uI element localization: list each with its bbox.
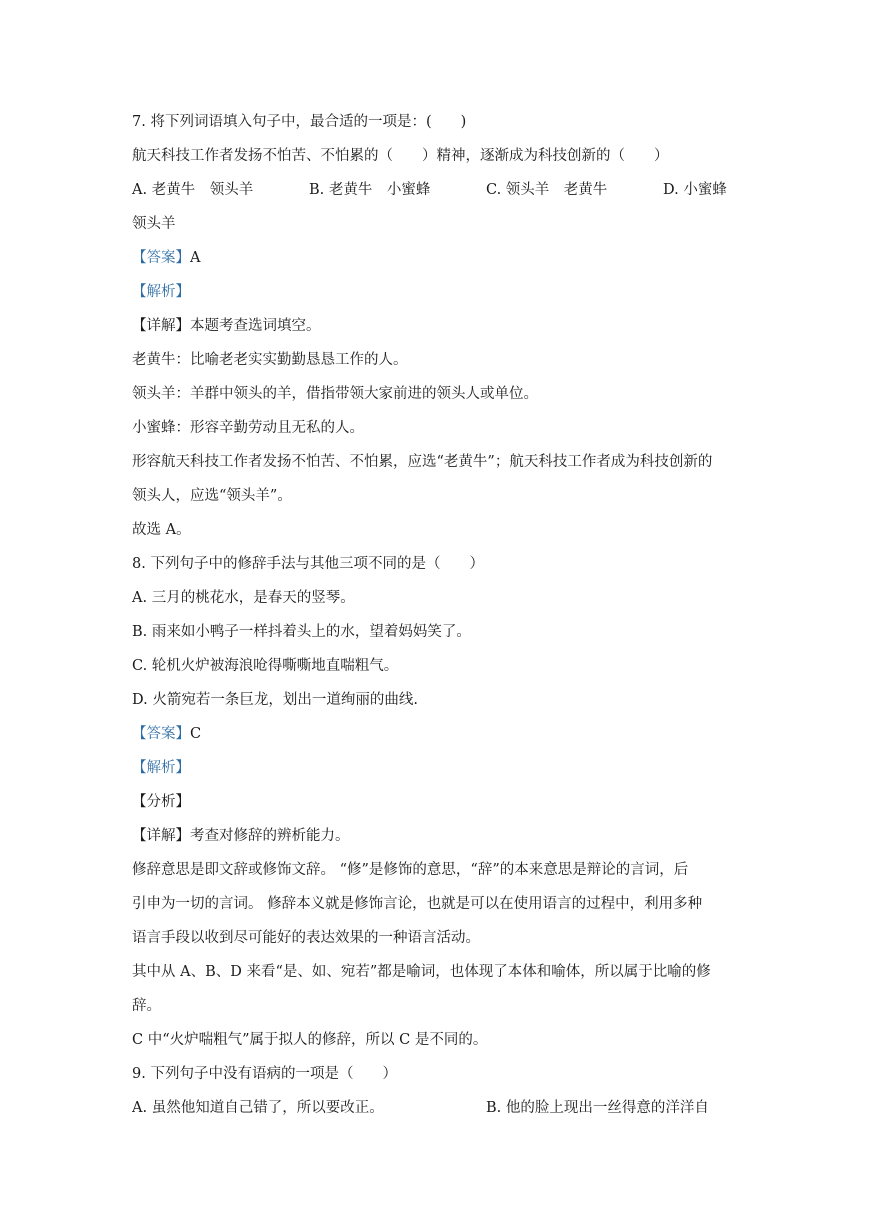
q7-sentence: 航天科技工作者发扬不怕苦、不怕累的（ ）精神，逐渐成为科技创新的（ ） [132, 148, 669, 164]
q8-explain-line: 引申为一切的言词。 修辞本义就是修饰言论，也就是可以在使用语言的过程中，利用多种 [132, 896, 703, 912]
q9-option-a: A. 虽然他知道自己错了，所以要改正。 [132, 1100, 384, 1116]
detail-text: 本题考查选词填空。 [190, 318, 321, 334]
q8-analysis-tag: 【解析】 [132, 760, 190, 776]
q8-option-b: B. 雨来如小鸭子一样抖着头上的水，望着妈妈笑了。 [132, 624, 471, 640]
q7-option-a: A. 老黄牛 领头羊 [132, 182, 254, 198]
q8-answer [132, 724, 201, 744]
detail-tag: 【详解】 [132, 828, 190, 844]
q7-answer [132, 248, 200, 268]
answer-tag: 【答案】 [132, 726, 190, 742]
q7-conclusion: 故选 A。 [132, 522, 191, 538]
q8-explain-line: 其中从 A、B、D 来看“是、如、宛若”都是喻词，也体现了本体和喻体，所以属于比喻的修 [132, 964, 711, 980]
q7-option-d-continued: 领头羊 [132, 216, 176, 232]
q7-explain-line: 领头羊：羊群中领头的羊，借指带领大家前进的领头人或单位。 [132, 386, 538, 402]
q9-stem: 9. 下列句子中没有语病的一项是（ ） [132, 1066, 397, 1082]
q8-stem: 8. 下列句子中的修辞手法与其他三项不同的是（ ） [132, 556, 484, 572]
answer-value: C [190, 726, 202, 742]
q7-option-d: D. 小蜜蜂 [663, 182, 727, 198]
q8-detail [132, 826, 350, 846]
answer-tag: 【答案】 [132, 250, 190, 266]
q7-analysis-tag: 【解析】 [132, 284, 190, 300]
q8-option-d: D. 火箭宛若一条巨龙，划出一道绚丽的曲线. [132, 692, 418, 708]
q8-explain-line: 辞。 [132, 998, 161, 1014]
q8-option-c: C. 轮机火炉被海浪呛得嘶嘶地直喘粗气。 [132, 658, 399, 674]
q8-analyze-tag: 【分析】 [132, 794, 190, 810]
q8-explain-line: 修辞意思是即文辞或修饰文辞。 “修”是修饰的意思，“辞”的本来意思是辩论的言词，后 [132, 862, 689, 878]
q8-conclusion: C 中“火炉喘粗气”属于拟人的修辞，所以 C 是不同的。 [132, 1032, 488, 1048]
detail-text: 考查对修辞的辨析能力。 [190, 828, 350, 844]
q7-explain-line: 领头人，应选“领头羊”。 [132, 488, 292, 504]
answer-value: A [190, 250, 201, 266]
q7-explain-line: 形容航天科技工作者发扬不怕苦、不怕累，应选“老黄牛”；航天科技工作者成为科技创新的 [132, 454, 713, 470]
q7-detail [132, 316, 321, 336]
q7-explain-line: 老黄牛：比喻老老实实勤勤恳恳工作的人。 [132, 352, 408, 368]
q8-option-a: A. 三月的桃花水，是春天的竖琴。 [132, 590, 355, 606]
q7-option-c: C. 领头羊 老黄牛 [486, 182, 608, 198]
q9-option-b: B. 他的脸上现出一丝得意的洋洋自 [486, 1100, 709, 1116]
detail-tag: 【详解】 [132, 318, 190, 334]
q7-stem: 7. 将下列词语填入句子中，最合适的一项是：( ) [132, 114, 467, 130]
q7-explain-line: 小蜜蜂：形容辛勤劳动且无私的人。 [132, 420, 364, 436]
q7-option-b: B. 老黄牛 小蜜蜂 [309, 182, 431, 198]
q8-explain-line: 语言手段以收到尽可能好的表达效果的一种语言活动。 [132, 930, 480, 946]
